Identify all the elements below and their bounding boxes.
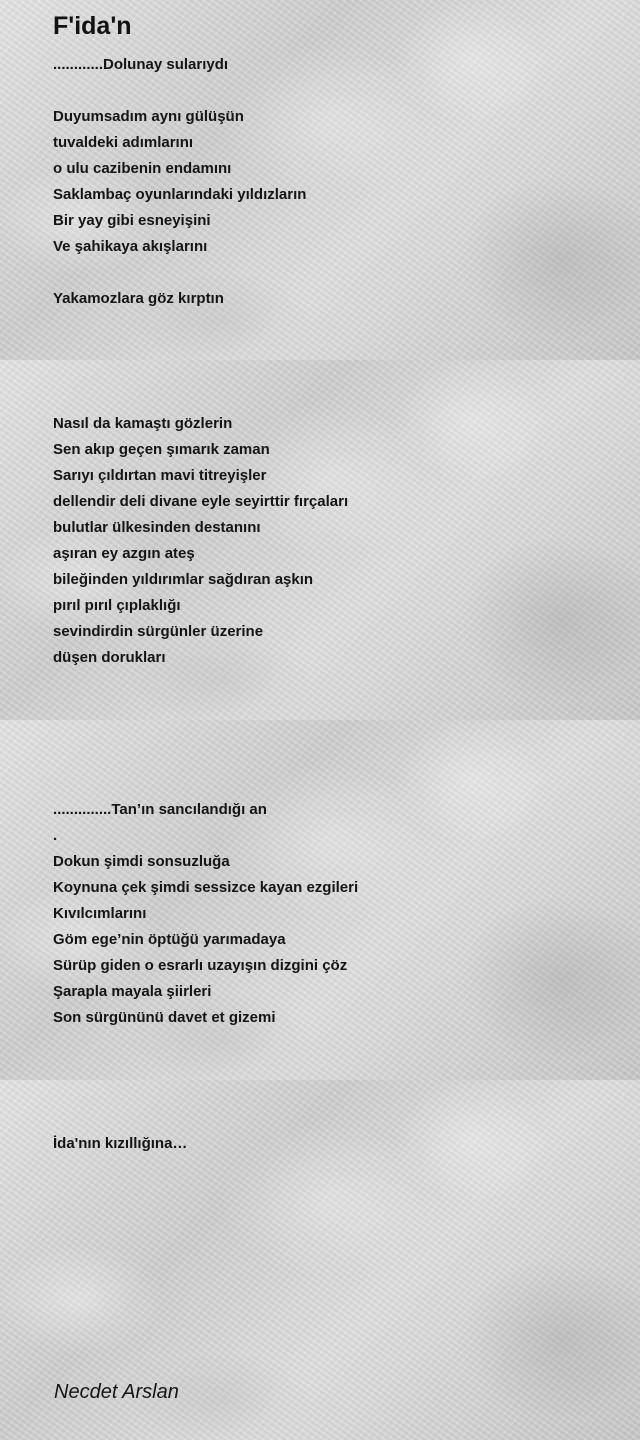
blank-line [53, 78, 306, 104]
poem-line: Bir yay gibi esneyişini [53, 212, 211, 229]
poem-line: bulutlar ülkesinden destanını [53, 519, 261, 536]
stanza-2 [53, 411, 348, 671]
poem-line: sevindirdin sürgünler üzerine [53, 623, 264, 640]
poem-line: pırıl pırıl çıplaklığı [53, 597, 181, 614]
poem-line: Göm ege’nin öptüğü yarımadaya [53, 931, 286, 948]
poem-line: Sürüp giden o esrarlı uzayışın dizgini çöz [53, 957, 348, 974]
poem-line: ............Dolunay sularıydı [53, 56, 229, 73]
poem-line: Son sürgününü davet et gizemi [53, 1009, 276, 1026]
poem-line: tuvaldeki adımlarını [53, 134, 194, 151]
poem-line: Dokun şimdi sonsuzluğa [53, 853, 230, 870]
poem-line: ..............Tan’ın sancılandığı an [53, 801, 267, 818]
stanza-1 [53, 52, 306, 312]
poem-panel-3 [0, 720, 640, 1080]
stanza-4 [53, 1131, 187, 1157]
poem-line: Ve şahikaya akışlarını [53, 238, 208, 255]
poem-line: Nasıl da kamaştı gözlerin [53, 415, 233, 432]
poem-line: Duyumsadım aynı gülüşün [53, 108, 244, 125]
poem-line: İda'nın kızıllığına… [53, 1135, 188, 1152]
poem-line: dellendir deli divane eyle seyirttir fırçaları [53, 493, 349, 510]
poem-line: Sarıyı çıldırtan mavi titreyişler [53, 467, 267, 484]
poem-panel-2 [0, 360, 640, 720]
poem-line: Yakamozlara göz kırptın [53, 290, 224, 307]
poem-line: Saklambaç oyunlarındaki yıldızların [53, 186, 307, 203]
stanza-3 [53, 797, 358, 1031]
poem-line: . [53, 827, 58, 844]
poem-line: Koynuna çek şimdi sessizce kayan ezgileri [53, 879, 359, 896]
blank-line [53, 260, 306, 286]
poem-line: aşıran ey azgın ateş [53, 545, 195, 562]
poem-author: Necdet Arslan [54, 1381, 179, 1403]
poem-line: düşen dorukları [53, 649, 166, 666]
poem-line: Sen akıp geçen şımarık zaman [53, 441, 270, 458]
poem-line: Kıvılcımlarını [53, 905, 147, 922]
poem-line: Şarapla mayala şiirleri [53, 983, 212, 1000]
poem-line: bileğinden yıldırımlar sağdıran aşkın [53, 571, 314, 588]
poem-title: F'ida'n [53, 12, 132, 40]
poem-panel-1 [0, 0, 640, 360]
poem-line: o ulu cazibenin endamını [53, 160, 232, 177]
